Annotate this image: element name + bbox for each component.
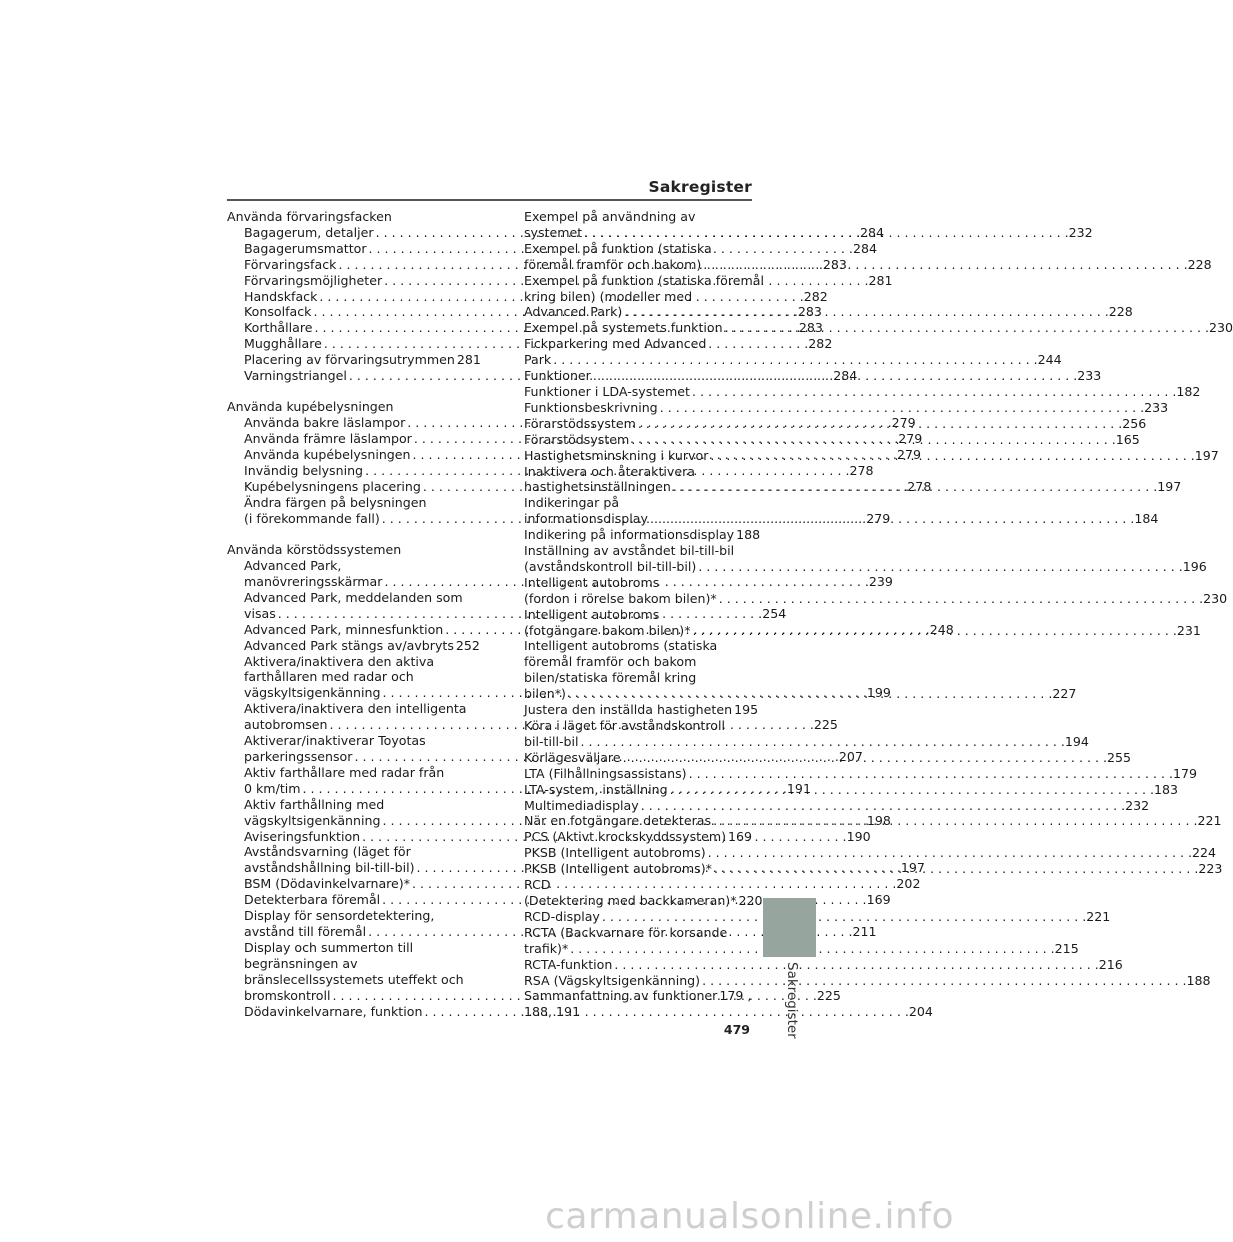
index-page-ref: 230 [1203,590,1228,606]
index-entry-text: avståndshållning bil-till-bil) [244,860,415,876]
index-page-ref: 279 [866,510,891,526]
index-page-ref: 223 [1198,861,1223,877]
index-page-ref: 224 [1192,845,1217,861]
index-entry-text: Avståndsvarning (läget för [244,844,411,860]
index-page-ref: 197 [900,860,925,876]
index-entry-text: trafik)* [524,940,569,956]
index-entry [524,908,1111,925]
dot-leader [712,861,1198,877]
dot-leader [639,798,1125,814]
watermark-text: carmanualsonline.info [545,1196,954,1237]
index-page-ref: 244 [1037,352,1062,368]
index-entry-text: Sammanfattning av funktioner [524,988,718,1004]
index-page-ref: 279 [896,447,921,463]
index-entry-text: Aviseringsfunktion [244,828,361,844]
index-entry [524,527,761,543]
index-entry-text: Korthållare [244,320,313,336]
index-entry [524,988,751,1004]
page-header-title: Sakregister [648,178,752,196]
index-entry-text: Display och summerton till [244,939,414,955]
dot-leader [648,511,1134,527]
index-entry-text: (i förekommande fall) [244,510,380,526]
index-entry-text: Konsolfack [244,304,312,320]
dot-leader [582,225,1068,241]
index-entry-text: manövreringsskärmar [244,574,383,590]
index-page-ref: 284 [852,240,877,256]
index-entry [524,638,751,654]
index-entry-text: Körlägesväljare [524,749,621,765]
index-entry-text: begränsningen av [244,955,358,971]
page-number: 479 [723,1022,750,1037]
index-entry [524,590,1228,607]
dot-leader [700,973,1186,989]
dot-leader [691,623,1177,639]
index-entry-text: Indikering på informationsdisplay [524,527,735,543]
index-entry-text: Ändra färgen på belysningen [244,494,427,510]
index-entry [524,241,751,257]
index-page-ref: 169 [728,829,753,845]
index-page-ref: 283 [798,320,823,336]
index-page-ref: 248 [929,621,954,637]
index-entry [524,733,1089,750]
index-page-ref: 232 [1068,224,1093,240]
index-entry-text: Intelligent autobroms [524,574,660,590]
header-rule [227,199,752,201]
index-entry [227,956,471,972]
index-entry [227,669,471,685]
index-entry [524,575,751,591]
index-entry-text: PCS (Aktivt krockskyddssystem) [524,829,727,845]
index-entry-text: kring bilen) (modeller med [524,288,693,304]
index-entry [524,558,1207,575]
index-page-ref: 215 [1054,940,1079,956]
index-heading: Använda förvaringsfacken [227,209,392,224]
dot-leader [671,479,1157,495]
index-page-ref: 221 [1197,813,1222,829]
index-page-ref: 279 [891,415,916,431]
index-entry-text: Funktioner i LDA-systemet [524,383,690,399]
index-entry [524,543,751,559]
index-page-ref: 196 [1182,558,1207,574]
index-page-ref: 188 [736,527,761,543]
index-page-ref: 165 [1115,431,1140,447]
index-entry-text: Placering av förvaringsutrymmen [244,352,455,368]
index-entry [524,765,1198,782]
dot-leader [612,957,1098,973]
index-entry-text: PKSB (Intelligent autobroms) [524,845,706,861]
index-entry [524,877,751,893]
index-entry-text: Varningstriangel [244,368,347,384]
index-page-ref: 221 [1086,908,1111,924]
index-entry-text: Handskfack [244,288,318,304]
index-entry-text: Kupébelysningens placering [244,479,421,494]
index-entry-text: Detekterbara föremål [244,892,381,908]
index-page-ref: 254 [762,605,787,621]
index-entry-text: vägskyltsigenkänning [244,685,381,701]
index-entry-text: Advanced Park stängs av/avbryts [244,637,454,653]
dot-leader [579,734,1065,750]
index-entry-text: Advanced Park, minnesfunktion [244,621,444,637]
index-entry-text: Aktiverar/inaktiverar Toyotas [244,733,426,749]
index-page-ref: 278 [849,463,874,479]
index-entry-text: Köra i läget för avståndskontroll [524,718,725,733]
index-heading: Använda kupébelysningen [227,399,394,415]
index-entry [524,272,765,289]
index-entry [227,654,471,670]
index-entry-text: RCD [524,877,551,893]
index-entry [227,797,471,813]
index-entry-text: Advanced Park) [524,304,623,320]
index-entry [524,607,751,623]
index-page-ref: 231 [1176,622,1201,638]
index-entry [524,972,1211,989]
index-entry-text: LTA-system, inställning [524,781,668,797]
index-entry-text: bränslecellssystemets uteffekt och [244,971,464,987]
index-entry-text: farthållaren med radar och [244,669,414,685]
index-entry-text: Advanced Park, meddelanden som [244,589,463,605]
index-page-ref: 283 [822,256,847,272]
chapter-side-label: Sakregister [784,962,800,1039]
dot-leader [658,400,1144,416]
index-entry-text: föremål framför och bakom [524,654,697,670]
index-page-ref: 279 [898,431,923,447]
index-page-ref: 220 [738,892,763,908]
index-entry-text: Park [524,352,552,368]
index-entry [227,637,480,654]
index-page-ref: 194 [1064,733,1089,749]
dot-leader [690,384,1176,400]
index-entry-text: Använda kupébelysningen [244,447,411,463]
index-entry [524,464,751,480]
index-entry [227,352,481,368]
index-entry-text: Exempel på funktion (statiska [524,240,712,256]
index-entry [524,209,751,225]
index-entry-text: RSA (Vägskyltsigenkänning) [524,972,701,988]
index-entry-text: Dödavinkelvarnare, funktion [244,1003,423,1019]
index-entry-text: 188, 191 [524,1004,581,1020]
index-entry-text: Exempel på funktion (statiska föremål [524,272,765,288]
index-entry-text: (Detektering med backkameran)* [524,892,737,908]
index-page-ref: 233 [1144,399,1169,415]
index-page-ref: 227 [1052,686,1077,702]
index-page-ref: 198 [866,812,891,828]
index-page-ref: 281 [868,272,893,288]
index-entry-text: bil-till-bil [524,733,579,749]
index-entry [524,718,751,734]
index-entry [524,956,1123,973]
index-entry-text: föremål framför och bakom) [524,256,702,272]
index-entry [227,701,471,717]
index-entry-text: vägskyltsigenkänning [244,812,381,828]
index-entry [524,702,759,718]
index-entry [524,352,1062,368]
index-entry [227,590,471,606]
index-page-ref: 230 [1208,320,1233,336]
index-entry [227,495,471,511]
index-entry-text: Hastighetsminskning i kurvor [524,447,709,463]
index-entry-text: Aktiv farthållning med [244,796,385,812]
index-entry-text: Mugghållare [244,336,322,352]
index-page-ref: 232 [1125,797,1150,813]
dot-leader [566,686,1052,702]
index-page-ref: 169 [866,892,891,908]
index-page-ref: 197 [1194,447,1219,463]
index-entry-text: LTA (Filhållningsassistans) [524,765,687,781]
index-entry-text: hastighetsinställningen [524,479,671,495]
index-entry [524,925,751,941]
dot-leader [636,416,1122,432]
index-entry [524,797,1150,814]
index-entry-text: Funktionsbeskrivning [524,399,658,415]
index-page-ref: 284 [833,368,858,384]
index-page-ref: 233 [1077,368,1102,384]
index-entry [524,845,1217,861]
index-page-ref: 199 [866,685,891,701]
index-entry-text: Förarstödsystem [524,431,630,447]
index-page-ref: 256 [1122,415,1147,431]
dot-leader [696,559,1182,575]
index-page-ref: 204 [908,1003,933,1019]
index-entry-text: Bagagerum, detaljer [244,224,374,240]
index-entry [524,670,751,686]
index-entry-text: Använda bakre läslampor [244,415,406,431]
index-entry-text: bromskontroll [244,987,331,1003]
index-entry [524,495,751,511]
index-entry-text: Intelligent autobroms [524,606,660,622]
index-entry-text: Advanced Park, [244,558,342,574]
dot-leader [706,845,1192,861]
index-entry-text: avstånd till föremål [244,923,367,939]
index-page-ref: 184 [1134,511,1159,527]
index-page-ref: 281 [456,352,481,368]
index-entry [524,892,763,909]
dot-leader [600,909,1086,925]
index-page-ref: 190 [846,828,871,844]
index-page-ref: 282 [808,336,833,352]
index-heading: Använda körstödssystemen [227,542,402,558]
index-entry-text: Förvaringsfack [244,256,337,272]
index-entry-text: Aktivera/inaktivera den intelligenta [244,701,467,717]
index-entry [524,1004,751,1020]
index-entry-text: Funktioner [524,368,591,384]
index-entry [227,940,471,956]
dot-leader [687,766,1173,782]
index-page-ref: 195 [734,702,759,718]
index-entry-text: PKSB (Intelligent autobroms)* [524,861,712,877]
index-entry [227,733,471,749]
index-page-ref: 255 [1106,749,1132,765]
index-entry-text: Aktivera/inaktivera den aktiva [244,653,435,669]
index-entry [524,383,1201,400]
index-entry-text: Förvaringsmöjligheter [244,272,383,288]
index-entry-text: bilen*) [524,686,566,702]
index-page-ref: 216 [1098,956,1123,972]
index-page-ref: 283 [797,304,822,320]
index-entry-text: Display för sensordetektering, [244,908,435,924]
index-page-ref: 179 , [719,988,752,1004]
index-page-ref: 284 [859,224,885,240]
index-entry-text: 0 km/tim [244,780,301,796]
index-page-ref: 182 [1176,383,1201,399]
index-entry-text: Multimediadisplay [524,797,639,813]
index-entry-text: bilen/statiska föremål kring [524,670,697,686]
index-entry-text: Intelligent autobroms (statiska [524,638,718,654]
index-entry-text: systemet [524,224,583,240]
dot-leader [591,368,1077,384]
index-entry-text: parkeringssensor [244,749,353,764]
dot-leader [621,750,1107,766]
dot-leader [717,591,1203,607]
dot-leader [711,813,1197,829]
index-entry [227,765,471,781]
index-entry [524,399,1169,416]
index-entry-text: autobromsen [244,717,328,733]
index-entry-text: RCD-display [524,908,600,924]
index-page-ref: 188 [1186,972,1211,988]
index-entry-text: (fotgängare bakom bilen)* [524,622,691,638]
index-page-ref: 191 [786,780,811,796]
index-entry-text: RCTA (Backvarnare för korsande [524,924,728,940]
index-entry-text: informationsdisplay [524,511,648,527]
index-entry-text: (avståndskontroll bil-till-bil) [524,558,697,574]
dot-leader [723,320,1209,336]
index-entry-text: Förarstödssystem [524,415,636,431]
index-entry-text: BSM (Dödavinkelvarnare)* [244,876,411,892]
index-entry [227,558,471,574]
index-entry-text: visas [244,605,276,621]
dot-leader [668,782,1154,798]
index-entry [524,289,751,305]
index-entry-text: Använda främre läslampor [244,431,412,447]
index-page-ref: 239 [868,574,893,590]
index-entry-text: Bagagerumsmattor [244,240,367,256]
index-page-ref: 225 [813,717,838,733]
index-entry-text: (fordon i rörelse bakom bilen)* [524,590,717,606]
dot-leader [551,352,1037,368]
index-page-ref: 282 [803,288,828,304]
index-entry [524,654,751,670]
index-entry-text: Indikeringar på [524,495,620,511]
index-page-ref: 278 [907,479,932,494]
index-page-ref: 211 [852,923,877,939]
index-entry-text: Justera den inställda hastigheten [524,702,733,718]
index-page-ref: 183 [1153,781,1179,797]
index-entry-text: Exempel på systemets funktion [524,320,723,336]
index-entry-text: RCTA-funktion [524,956,613,972]
dot-leader [622,304,1108,320]
index-entry-text: Invändig belysning [244,463,364,479]
dot-leader [708,448,1194,464]
index-entry-text: Aktiv farthållare med radar från [244,764,445,780]
index-page-ref: 179 [1172,765,1198,781]
index-entry-text: Exempel på användning av [524,209,696,224]
index-page-ref: 228 [1187,256,1212,272]
index-page-ref: 197 [1157,479,1182,495]
index-page-ref: 225 [816,987,841,1003]
index-entry-text: Inställning av avståndet bil-till-bil [524,543,735,559]
index-entry [227,908,471,924]
index-entry [227,844,471,860]
index-entry [524,336,751,352]
index-entry-text: Inaktivera och återaktivera [524,463,695,479]
index-entry-text: När en fotgängare detekteras [524,813,712,829]
index-entry [524,940,1079,957]
index-entry [524,829,751,845]
index-entry-text: Fickparkering med Advanced [524,336,707,352]
index-page-ref: 202 [896,876,921,892]
dot-leader [701,257,1187,273]
index-page-ref: 228 [1108,304,1133,320]
index-page-ref: 207 [838,749,863,764]
chapter-side-tab [763,898,816,957]
index-page-ref: 252 [455,637,480,653]
dot-leader [629,432,1115,448]
index-entry [227,972,471,988]
